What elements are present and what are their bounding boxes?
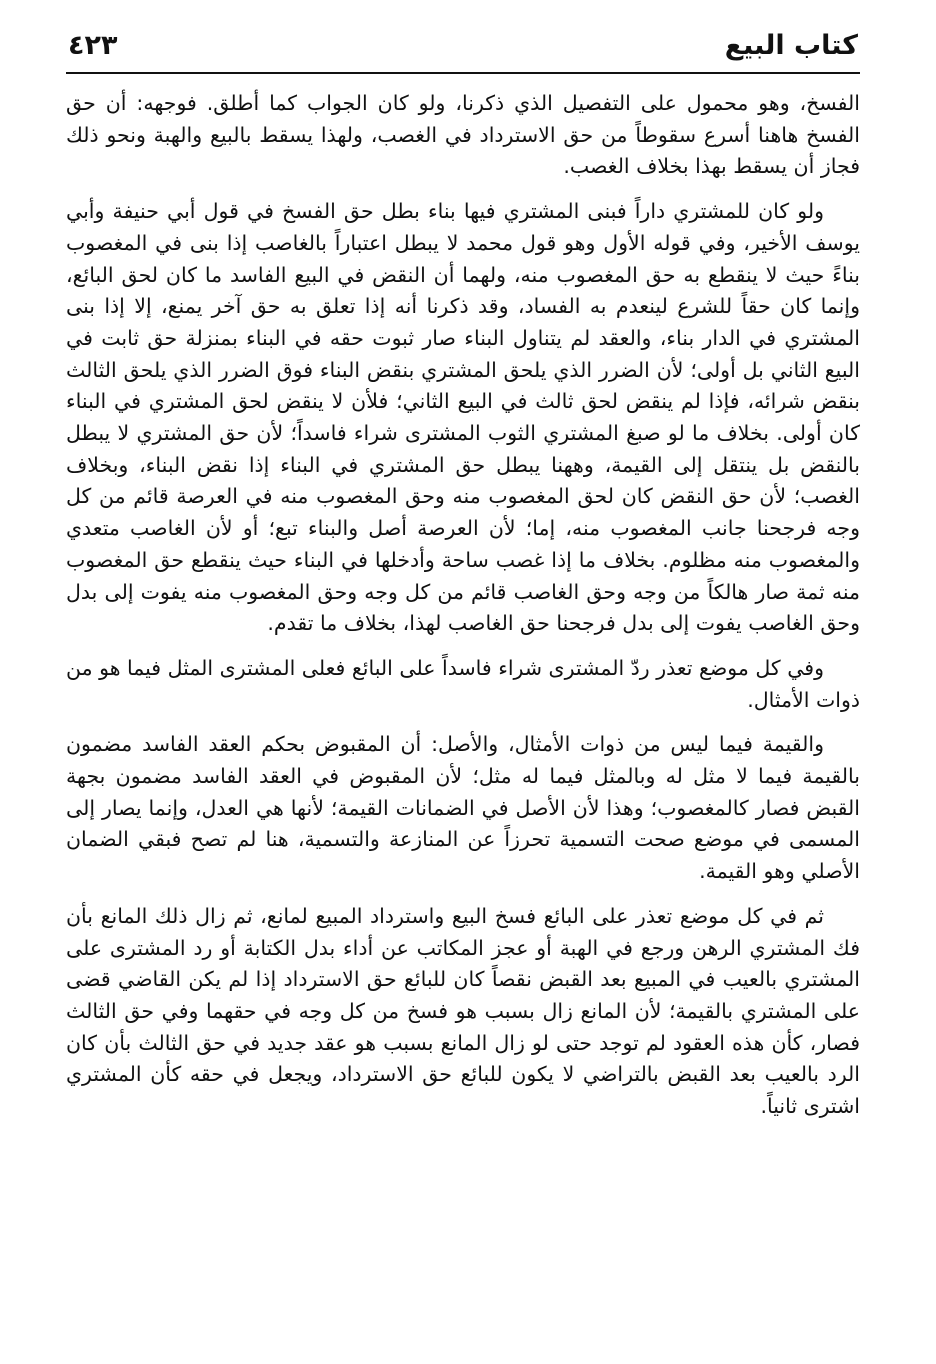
book-page: [66, 22, 860, 1342]
paragraph-1: الفسخ، وهو محمول على التفصيل الذي ذكرنا، ولو كان الجواب كما أطلق. فوجهه: أن حق الفسخ هاهنا أسرع سقوطاً من حق الاسترداد في الغصب، ولهذا يسقط بالبيع والهبة ونحو ذلك فجاز أن يسقط بهذا بخلاف الغصب.: [66, 91, 860, 179]
chapter-title: كتاب البيع: [724, 30, 858, 61]
running-header: [66, 22, 860, 74]
paragraph-5: ثم في كل موضع تعذر على البائع فسخ البيع واسترداد المبيع لمانع، ثم زال ذلك المانع بأن فك المشتري الرهن ورجع في الهبة أو عجز المكاتب عن أداء بدل الكتابة أو رد المشترى على المشتري بالعيب في المبيع بعد القبض نقصاً كان للبائع حق الاسترداد إذا لم يكن القاضي قضى على المشتري بالقيمة؛ لأن المانع زال بسبب هو فسخ من كل وجه في حقهما وفي حق الثالث فصار، كأن هذه العقود لم توجد حتى لو زال المانع بسبب هو عقد جديد في حق الثالث بأن كان الرد بالعيب بعد القبض بالتراضي لا يكون للبائع حق الاسترداد، ويجعل في حقه كأن المشتري اشترى ثانياً.: [66, 903, 860, 1119]
paragraph-3: وفي كل موضع تعذر ردّ المشترى شراء فاسداً على البائع فعلى المشترى المثل فيما هو من ذوات الأمثال.: [66, 655, 860, 712]
paragraph-2: ولو كان للمشتري داراً فبنى المشتري فيها بناء بطل حق الفسخ في قول أبي حنيفة وأبي يوسف الأخير، وفي قوله الأول وهو قول محمد لا يبطل اعتباراً بالغاصب إذا بنى في المغصوب بناءً حيث لا ينقطع به حق المغصوب منه، ولهما أن النقض في البيع الفاسد ما كان لحق البائع، وإنما كان حقاً للشرع لينعدم به الفساد، وقد ذكرنا أنه إذا تعلق به حق آخر يمنع، إلا إذا بنى المشتري في الدار بناء، والعقد لم يتناول البناء صار ثبوت حقه في البناء بمنزلة حق ثابت في البيع الثاني بل أولى؛ لأن الضرر الذي يلحق المشتري بنقض البناء فوق الضرر الذي يلحق الثالث بنقض شرائه، فإذا لم ينقض لحق ثالث في البيع الثاني؛ فلأن لا ينقض لحق المشتري في البناء كان أولى. بخلاف ما لو صبغ المشتري الثوب المشترى شراء فاسداً؛ لأن حق المشتري لا يبطل بالنقض بل ينتقل إلى القيمة، وههنا يبطل حق المشتري في البناء إذا نقض البناء، وبخلاف الغصب؛ لأن حق النقض كان لحق المغصوب منه وحق المغصوب منه في العرصة قائم من كل وجه فرجحنا جانب المغصوب منه، إما؛ لأن العرصة أصل والبناء تبع؛ أو لأن الغاصب متعدي والمغصوب منه مظلوم. بخلاف ما إذا غصب ساحة وأدخلها في البناء حيث ينقطع حق المغصوب منه ثمة صار هالكاً من وجه وحق الغاصب قائم من كل وجه وحق المغصوب منه يفوت إلى بدل وحق الغاصب يفوت إلى بدل فرجحنا حق الغاصب لهذا، بخلاف ما تقدم.: [66, 199, 860, 636]
page-number: ٤٢٣: [68, 30, 118, 61]
paragraph-4: والقيمة فيما ليس من ذوات الأمثال، والأصل: أن المقبوض بحكم العقد الفاسد مضمون بالقيمة فيما لا مثل له وبالمثل فيما له مثل؛ لأن المقبوض في العقد الفاسد مضمون بجهة القبض فصار كالمغصوب؛ وهذا لأن الأصل في الضمانات القيمة؛ لأنها هي العدل، وإنما يصار إلى المسمى في موضع صحت التسمية تحرزاً عن المنازعة والتسمية، هنا لم تصح فبقي الضمان الأصلي وهو القيمة.: [66, 732, 860, 884]
body-text: [66, 88, 860, 1123]
